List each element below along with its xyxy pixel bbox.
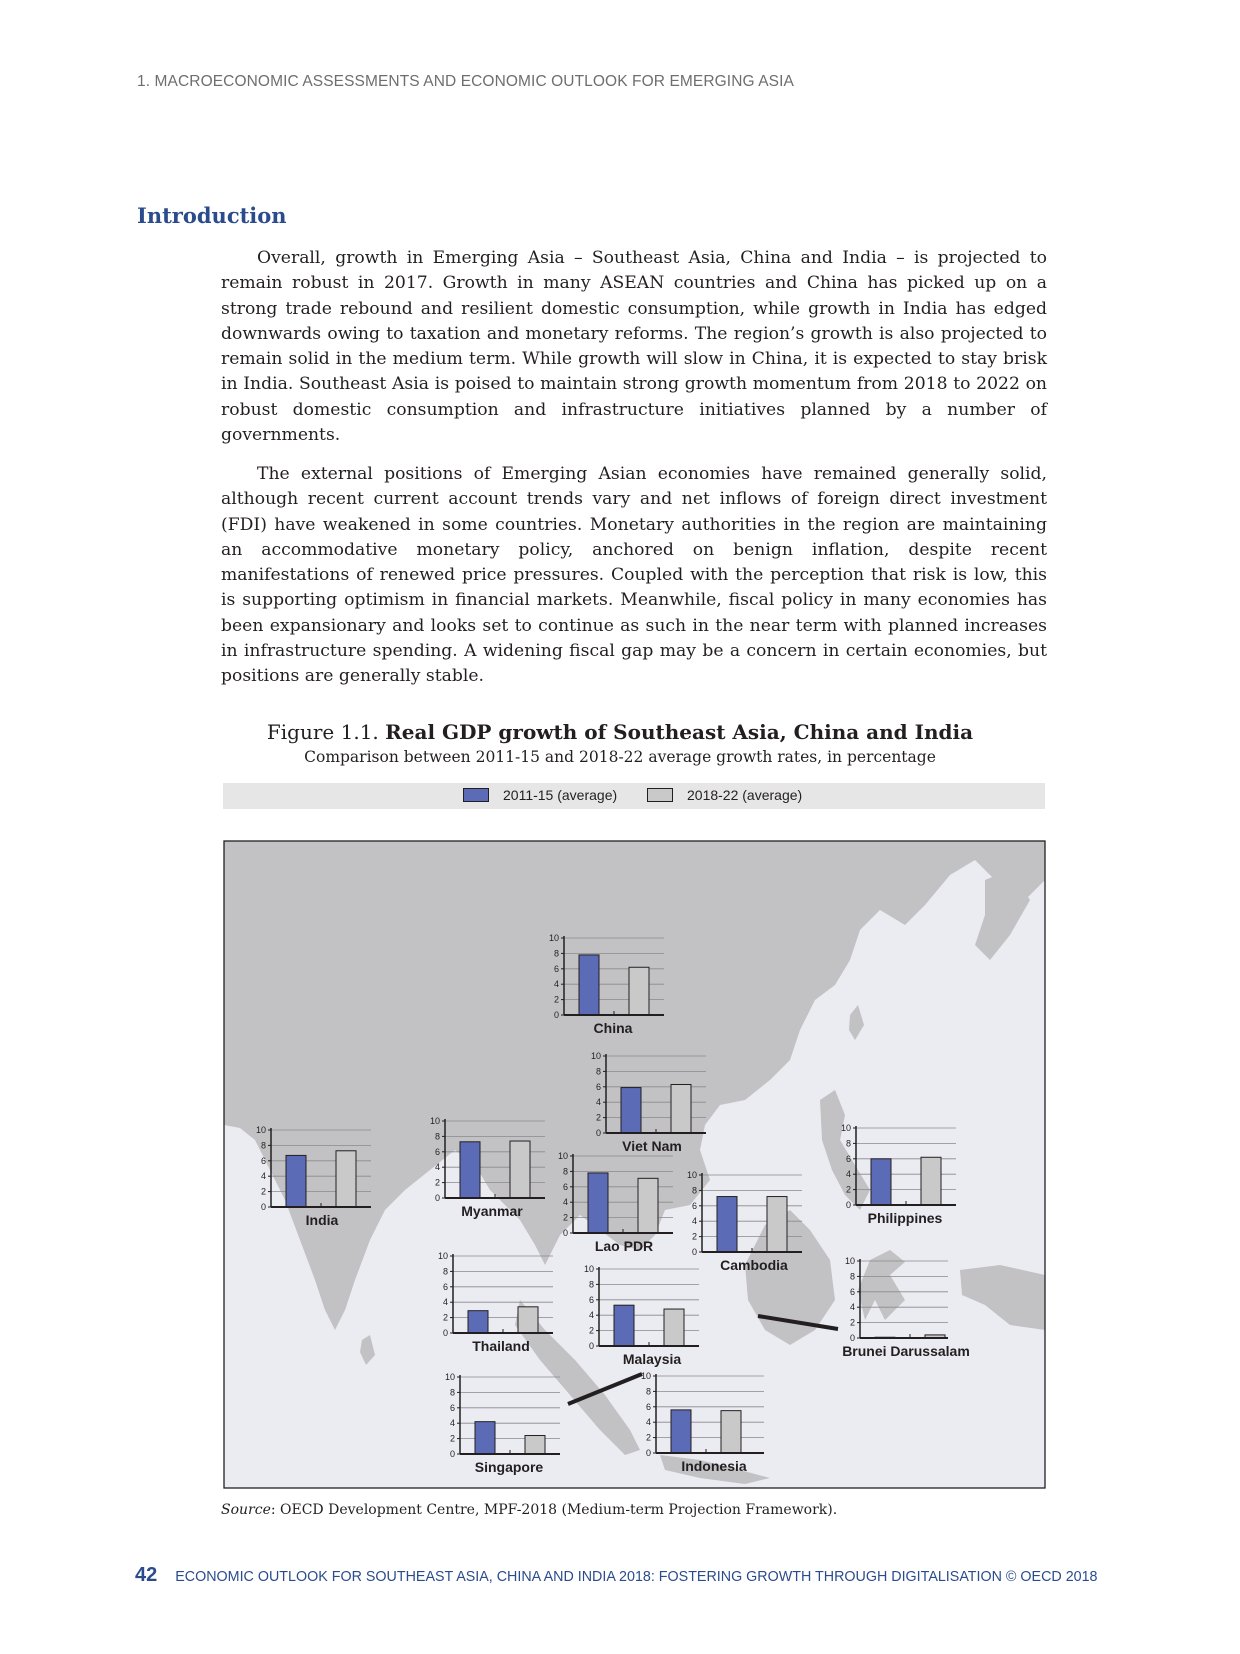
y-tick-label: 8 bbox=[434, 1131, 440, 1142]
y-tick-label: 0 bbox=[553, 1010, 559, 1020]
bar-singapore-series-1 bbox=[475, 1422, 495, 1454]
y-tick-label: 4 bbox=[562, 1197, 568, 1208]
y-tick-label: 10 bbox=[548, 933, 559, 943]
bar-lao-pdr-series-2 bbox=[638, 1178, 658, 1233]
y-tick-label: 10 bbox=[557, 1151, 568, 1161]
country-label-lao-pdr: Lao PDR bbox=[594, 1238, 654, 1254]
y-tick-label: 6 bbox=[260, 1155, 266, 1166]
y-tick-label: 4 bbox=[691, 1216, 697, 1227]
y-tick-label: 6 bbox=[442, 1281, 448, 1292]
bar-cambodia-series-2 bbox=[767, 1197, 787, 1252]
bar-thailand-series-1 bbox=[468, 1311, 488, 1333]
y-tick-label: 0 bbox=[845, 1200, 851, 1210]
bar-philippines-series-1 bbox=[871, 1159, 891, 1205]
figure-label: Figure 1.1. bbox=[266, 720, 379, 744]
y-tick-label: 6 bbox=[553, 963, 559, 974]
y-tick-label: 2 bbox=[845, 1184, 851, 1195]
y-tick-label: 8 bbox=[691, 1185, 697, 1196]
y-tick-label: 2 bbox=[449, 1433, 455, 1444]
body-paragraph-1: Overall, growth in Emerging Asia – Southeast Asia, China and India – is projected to remain robust in 2017. Growth in many ASEAN countries and China has picked up on a strong trade rebound and resilient domestic consumption, while growth in India has edged downwards owing to taxation and monetary reforms. The region’s growth is also projected to remain solid in the medium term. While growth will slow in China, it is expected to stay brisk in India. Southeast Asia is poised to maintain strong growth momentum from 2018 to 2022 on robust domestic consumption and infrastructure initiatives planned by a number of governments. bbox=[221, 248, 1047, 446]
country-label-india: India bbox=[305, 1212, 339, 1228]
y-tick-label: 8 bbox=[595, 1066, 601, 1077]
bar-viet-nam-series-1 bbox=[621, 1088, 641, 1133]
y-tick-label: 0 bbox=[588, 1341, 594, 1351]
country-label-china: China bbox=[593, 1020, 633, 1036]
country-label-singapore: Singapore bbox=[474, 1459, 544, 1475]
y-tick-label: 10 bbox=[255, 1125, 266, 1135]
y-tick-label: 4 bbox=[260, 1171, 266, 1182]
y-tick-label: 8 bbox=[449, 1387, 455, 1398]
source-label: Source bbox=[221, 1502, 271, 1518]
page-footer bbox=[135, 1564, 1098, 1587]
country-label-cambodia: Cambodia bbox=[720, 1257, 788, 1273]
y-tick-label: 2 bbox=[691, 1231, 697, 1242]
source-text: : OECD Development Centre, MPF-2018 (Medium-term Projection Framework). bbox=[270, 1502, 838, 1518]
country-label-viet-nam: Viet Nam bbox=[622, 1138, 682, 1154]
y-tick-label: 6 bbox=[595, 1081, 601, 1092]
y-tick-label: 6 bbox=[691, 1200, 697, 1211]
y-tick-label: 6 bbox=[849, 1286, 855, 1297]
y-tick-label: 4 bbox=[595, 1097, 601, 1108]
y-tick-label: 0 bbox=[595, 1128, 601, 1138]
y-tick-label: 0 bbox=[645, 1448, 651, 1458]
y-tick-label: 10 bbox=[640, 1371, 651, 1381]
bar-viet-nam-series-2 bbox=[671, 1084, 691, 1133]
y-tick-label: 2 bbox=[260, 1186, 266, 1197]
y-tick-label: 6 bbox=[645, 1401, 651, 1412]
y-tick-label: 0 bbox=[849, 1333, 855, 1343]
y-tick-label: 2 bbox=[442, 1312, 448, 1323]
country-label-philippines: Philippines bbox=[867, 1210, 943, 1226]
y-tick-label: 0 bbox=[434, 1193, 440, 1203]
country-label-indonesia: Indonesia bbox=[681, 1458, 747, 1474]
bar-thailand-series-2 bbox=[518, 1307, 538, 1333]
y-tick-label: 0 bbox=[449, 1449, 455, 1459]
y-tick-label: 2 bbox=[562, 1212, 568, 1223]
bar-cambodia-series-1 bbox=[717, 1197, 737, 1252]
page-number: 42 bbox=[135, 1564, 158, 1586]
y-tick-label: 0 bbox=[562, 1228, 568, 1238]
y-tick-label: 6 bbox=[449, 1402, 455, 1413]
y-tick-label: 6 bbox=[845, 1153, 851, 1164]
bar-indonesia-series-2 bbox=[721, 1411, 741, 1453]
bar-lao-pdr-series-1 bbox=[588, 1173, 608, 1233]
bar-philippines-series-2 bbox=[921, 1157, 941, 1205]
y-tick-label: 0 bbox=[442, 1328, 448, 1338]
bar-myanmar-series-2 bbox=[510, 1141, 530, 1198]
bar-malaysia-series-1 bbox=[614, 1305, 634, 1346]
y-tick-label: 2 bbox=[553, 994, 559, 1005]
country-label-brunei-darussalam: Brunei Darussalam bbox=[842, 1343, 970, 1359]
y-tick-label: 6 bbox=[434, 1146, 440, 1157]
y-tick-label: 10 bbox=[583, 1264, 594, 1274]
bar-singapore-series-2 bbox=[525, 1436, 545, 1454]
y-tick-label: 10 bbox=[444, 1372, 455, 1382]
y-tick-label: 0 bbox=[691, 1247, 697, 1257]
country-label-myanmar: Myanmar bbox=[461, 1203, 523, 1219]
y-tick-label: 6 bbox=[588, 1294, 594, 1305]
y-tick-label: 4 bbox=[588, 1310, 594, 1321]
figure-subtitle: Comparison between 2011-15 and 2018-22 average growth rates, in percentage bbox=[304, 748, 936, 766]
y-tick-label: 10 bbox=[590, 1051, 601, 1061]
y-tick-label: 4 bbox=[442, 1297, 448, 1308]
y-tick-label: 2 bbox=[645, 1432, 651, 1443]
bar-india-series-2 bbox=[336, 1151, 356, 1207]
y-tick-label: 0 bbox=[260, 1202, 266, 1212]
country-label-malaysia: Malaysia bbox=[622, 1351, 682, 1367]
figure-source bbox=[221, 1502, 837, 1518]
bar-china-series-2 bbox=[629, 967, 649, 1015]
y-tick-label: 2 bbox=[849, 1317, 855, 1328]
bar-myanmar-series-1 bbox=[460, 1142, 480, 1198]
legend-label-2011-15: 2011-15 (average) bbox=[503, 787, 618, 803]
section-title: Introduction bbox=[137, 203, 287, 228]
y-tick-label: 8 bbox=[849, 1271, 855, 1282]
y-tick-label: 2 bbox=[588, 1325, 594, 1336]
y-tick-label: 8 bbox=[645, 1386, 651, 1397]
y-tick-label: 8 bbox=[562, 1166, 568, 1177]
y-tick-label: 10 bbox=[429, 1116, 440, 1126]
body-paragraph-2: The external positions of Emerging Asian economies have remained generally solid, although recent current account trends vary and net inflows of foreign direct investment (FDI) have weakened in some countries. Monetary authorities in the region are maintaining an accommodative monetary policy, anchored on benign inflation, despite recent manifestations of renewed price pressures. Coupled with the perception that risk is low, this is supporting optimism in financial markets. Meanwhile, fiscal policy in many economies has been expansionary and looks set to continue as such in the near term with planned increases in infrastructure spending. A widening fiscal gap may be a concern in certain economies, but positions are generally stable. bbox=[221, 464, 1047, 687]
legend-label-2018-22: 2018-22 (average) bbox=[687, 787, 803, 803]
y-tick-label: 8 bbox=[588, 1279, 594, 1290]
y-tick-label: 4 bbox=[553, 979, 559, 990]
country-label-thailand: Thailand bbox=[472, 1338, 530, 1354]
y-tick-label: 2 bbox=[434, 1177, 440, 1188]
bar-malaysia-series-2 bbox=[664, 1309, 684, 1346]
y-tick-label: 4 bbox=[845, 1169, 851, 1180]
y-tick-label: 8 bbox=[442, 1266, 448, 1277]
y-tick-label: 2 bbox=[595, 1112, 601, 1123]
y-tick-label: 4 bbox=[645, 1417, 651, 1428]
y-tick-label: 4 bbox=[434, 1162, 440, 1173]
y-tick-label: 10 bbox=[686, 1170, 697, 1180]
y-tick-label: 10 bbox=[437, 1251, 448, 1261]
figure-title-text: Real GDP growth of Southeast Asia, China and India bbox=[385, 720, 974, 744]
running-header: 1. MACROECONOMIC ASSESSMENTS AND ECONOMIC OUTLOOK FOR EMERGING ASIA bbox=[137, 73, 794, 90]
y-tick-label: 4 bbox=[449, 1418, 455, 1429]
y-tick-label: 6 bbox=[562, 1181, 568, 1192]
y-tick-label: 10 bbox=[844, 1256, 855, 1266]
bar-china-series-1 bbox=[579, 955, 599, 1015]
y-tick-label: 8 bbox=[260, 1140, 266, 1151]
y-tick-label: 4 bbox=[849, 1302, 855, 1313]
footer-text: ECONOMIC OUTLOOK FOR SOUTHEAST ASIA, CHINA AND INDIA 2018: FOSTERING GROWTH THROUGH DIGITALISATION © OECD 2018 bbox=[175, 1569, 1098, 1585]
bar-india-series-1 bbox=[286, 1155, 306, 1207]
y-tick-label: 8 bbox=[553, 948, 559, 959]
bar-indonesia-series-1 bbox=[671, 1410, 691, 1453]
y-tick-label: 10 bbox=[840, 1123, 851, 1133]
y-tick-label: 8 bbox=[845, 1138, 851, 1149]
